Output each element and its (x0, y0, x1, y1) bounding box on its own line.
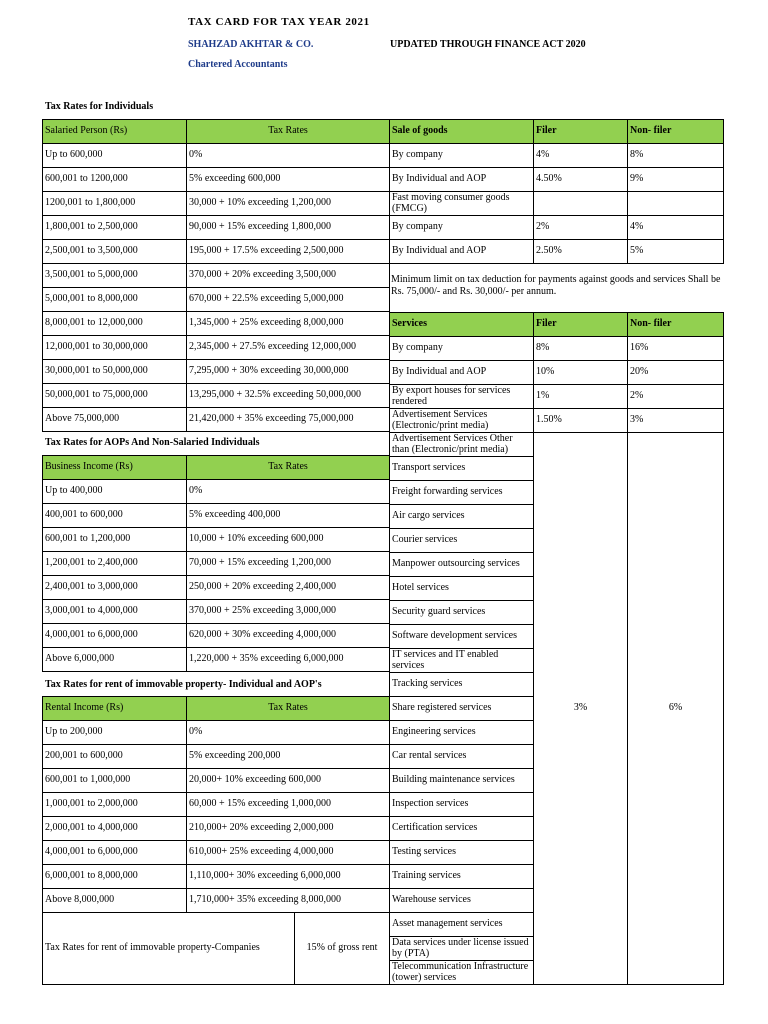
table-row (43, 841, 390, 865)
table-row (43, 336, 390, 360)
table-row (43, 288, 390, 312)
tax-rate: 250,000 + 20% exceeding 2,400,000 (187, 576, 390, 600)
tax-rate: 370,000 + 20% exceeding 3,500,000 (187, 264, 390, 288)
companies-rent-rate: 15% of gross rent (295, 913, 390, 985)
service-name: Car rental services (390, 745, 534, 769)
service-name: Certification services (390, 817, 534, 841)
table-row (43, 360, 390, 384)
income-slab: Above 6,000,000 (43, 648, 187, 672)
tax-rate: 10,000 + 10% exceeding 600,000 (187, 528, 390, 552)
table-row (43, 144, 390, 168)
service-name: Data services under license issued by (PTA) (390, 937, 534, 961)
tax-rate: 21,420,000 + 35% exceeding 75,000,000 (187, 408, 390, 432)
service-name: Tracking services (390, 673, 534, 697)
table-row (390, 168, 724, 192)
table-row (390, 361, 724, 385)
tax-rate: 620,000 + 30% exceeding 4,000,000 (187, 624, 390, 648)
table-row (43, 793, 390, 817)
tax-rate: 1,110,000+ 30% exceeding 6,000,000 (187, 865, 390, 889)
tax-rate: 670,000 + 22.5% exceeding 5,000,000 (187, 288, 390, 312)
table-row (43, 216, 390, 240)
goods-header-filer: Filer (534, 120, 628, 144)
goods-type: By Individual and AOP (390, 168, 534, 192)
table-row (390, 409, 724, 433)
table-row (390, 240, 724, 264)
service-name: Training services (390, 865, 534, 889)
filer-rate (534, 192, 628, 216)
service-name: Hotel services (390, 577, 534, 601)
service-name: Transport services (390, 457, 534, 481)
income-slab: 30,000,001 to 50,000,000 (43, 360, 187, 384)
filer-rate: 1.50% (534, 409, 628, 433)
nonfiler-rate: 8% (628, 144, 724, 168)
services-filer-rate: 3% (534, 433, 628, 985)
table-row (43, 769, 390, 793)
service-name: IT services and IT enabled services (390, 649, 534, 673)
income-slab: 50,000,001 to 75,000,000 (43, 384, 187, 408)
tax-rate: 2,345,000 + 27.5% exceeding 12,000,000 (187, 336, 390, 360)
tax-rate: 610,000+ 25% exceeding 4,000,000 (187, 841, 390, 865)
goods-header-nonfiler: Non- filer (628, 120, 724, 144)
nonfiler-rate: 5% (628, 240, 724, 264)
section-aops-title: Tax Rates for AOPs And Non-Salaried Individuals (45, 437, 260, 448)
updated-note: UPDATED THROUGH FINANCE ACT 2020 (390, 39, 586, 50)
service-name: Building maintenance services (390, 769, 534, 793)
table-row (43, 528, 390, 552)
income-slab: 200,001 to 600,000 (43, 745, 187, 769)
nonfiler-rate: 2% (628, 385, 724, 409)
tax-rate: 5% exceeding 600,000 (187, 168, 390, 192)
income-slab: Up to 400,000 (43, 480, 187, 504)
income-slab: 12,000,001 to 30,000,000 (43, 336, 187, 360)
rental-header-rates: Tax Rates (187, 697, 390, 721)
table-row (43, 889, 390, 913)
individuals-table (42, 119, 390, 432)
tax-rate: 7,295,000 + 30% exceeding 30,000,000 (187, 360, 390, 384)
service-type: By Individual and AOP (390, 361, 534, 385)
services-nonfiler-rate: 6% (628, 433, 724, 985)
filer-rate: 2.50% (534, 240, 628, 264)
service-name: Engineering services (390, 721, 534, 745)
individuals-header-income: Salaried Person (Rs) (43, 120, 187, 144)
tax-rate: 13,295,000 + 32.5% exceeding 50,000,000 (187, 384, 390, 408)
filer-rate: 1% (534, 385, 628, 409)
section-individuals-title: Tax Rates for Individuals (45, 101, 154, 112)
service-name: Air cargo services (390, 505, 534, 529)
table-row (390, 385, 724, 409)
service-name: Advertisement Services Other than (Electronic/print media) (390, 433, 534, 457)
income-slab: Above 8,000,000 (43, 889, 187, 913)
firm-subtitle: Chartered Accountants (188, 59, 288, 70)
goods-type: By company (390, 216, 534, 240)
individuals-header-rates: Tax Rates (187, 120, 390, 144)
income-slab: 3,000,001 to 4,000,000 (43, 600, 187, 624)
filer-rate: 10% (534, 361, 628, 385)
firm-name: SHAHZAD AKHTAR & CO. (188, 39, 314, 50)
service-name: Freight forwarding services (390, 481, 534, 505)
tax-rate: 1,710,000+ 35% exceeding 8,000,000 (187, 889, 390, 913)
tax-rate: 20,000+ 10% exceeding 600,000 (187, 769, 390, 793)
income-slab: Up to 200,000 (43, 721, 187, 745)
tax-rate: 60,000 + 15% exceeding 1,000,000 (187, 793, 390, 817)
document-title: TAX CARD FOR TAX YEAR 2021 (188, 16, 370, 28)
tax-rate: 1,345,000 + 25% exceeding 8,000,000 (187, 312, 390, 336)
goods-header-type: Sale of goods (390, 120, 534, 144)
income-slab: 400,001 to 600,000 (43, 504, 187, 528)
service-name: Courier services (390, 529, 534, 553)
rental-table (42, 696, 390, 985)
income-slab: 2,500,001 to 3,500,000 (43, 240, 187, 264)
tax-rate: 210,000+ 20% exceeding 2,000,000 (187, 817, 390, 841)
service-name: Manpower outsourcing services (390, 553, 534, 577)
service-name: Telecommunication Infrastructure (tower) services (390, 961, 534, 985)
service-type: By company (390, 337, 534, 361)
service-name: Share registered services (390, 697, 534, 721)
income-slab: 1,000,001 to 2,000,000 (43, 793, 187, 817)
services-header-filer: Filer (534, 313, 628, 337)
table-row (43, 408, 390, 432)
tax-rate: 5% exceeding 200,000 (187, 745, 390, 769)
companies-rent-label: Tax Rates for rent of immovable property-Companies (43, 913, 295, 985)
aops-header-rates: Tax Rates (187, 456, 390, 480)
table-row (43, 240, 390, 264)
nonfiler-rate: 16% (628, 337, 724, 361)
services-header-type: Services (390, 313, 534, 337)
income-slab: 4,000,001 to 6,000,000 (43, 841, 187, 865)
tax-rate: 5% exceeding 400,000 (187, 504, 390, 528)
income-slab: 1,800,001 to 2,500,000 (43, 216, 187, 240)
service-type: Advertisement Services (Electronic/print media) (390, 409, 534, 433)
table-row (43, 168, 390, 192)
nonfiler-rate: 20% (628, 361, 724, 385)
tax-rate: 0% (187, 144, 390, 168)
section-rental-title: Tax Rates for rent of immovable property- Individual and AOP's (45, 679, 322, 690)
tax-rate: 0% (187, 721, 390, 745)
filer-rate: 4% (534, 144, 628, 168)
goods-table (389, 119, 724, 264)
minimum-limit-note: Minimum limit on tax deduction for payments against goods and services Shall be Rs. 75,000/- and Rs. 30,000/- per annum. (391, 274, 721, 297)
service-name: Testing services (390, 841, 534, 865)
table-row (43, 480, 390, 504)
tax-rate: 195,000 + 17.5% exceeding 2,500,000 (187, 240, 390, 264)
income-slab: 600,001 to 1,200,000 (43, 528, 187, 552)
filer-rate: 4.50% (534, 168, 628, 192)
table-row (43, 648, 390, 672)
service-name: Security guard services (390, 601, 534, 625)
table-row (43, 576, 390, 600)
table-row (43, 865, 390, 889)
tax-rate: 90,000 + 15% exceeding 1,800,000 (187, 216, 390, 240)
table-row (43, 384, 390, 408)
income-slab: 600,001 to 1,000,000 (43, 769, 187, 793)
income-slab: 600,001 to 1200,000 (43, 168, 187, 192)
services-header-nonfiler: Non- filer (628, 313, 724, 337)
goods-type: By Individual and AOP (390, 240, 534, 264)
companies-rent-row (43, 913, 390, 985)
goods-type: Fast moving consumer goods (FMCG) (390, 192, 534, 216)
income-slab: 1200,001 to 1,800,000 (43, 192, 187, 216)
table-row (43, 264, 390, 288)
services-table (389, 312, 724, 985)
table-row (43, 721, 390, 745)
nonfiler-rate: 3% (628, 409, 724, 433)
income-slab: Up to 600,000 (43, 144, 187, 168)
goods-type: By company (390, 144, 534, 168)
tax-rate: 1,220,000 + 35% exceeding 6,000,000 (187, 648, 390, 672)
table-row (390, 216, 724, 240)
filer-rate: 2% (534, 216, 628, 240)
rental-header-income: Rental Income (Rs) (43, 697, 187, 721)
table-row (390, 192, 724, 216)
income-slab: 3,500,001 to 5,000,000 (43, 264, 187, 288)
filer-rate: 8% (534, 337, 628, 361)
table-row (390, 337, 724, 361)
income-slab: Above 75,000,000 (43, 408, 187, 432)
income-slab: 2,400,001 to 3,000,000 (43, 576, 187, 600)
service-name: Software development services (390, 625, 534, 649)
income-slab: 4,000,001 to 6,000,000 (43, 624, 187, 648)
service-name: Warehouse services (390, 889, 534, 913)
income-slab: 2,000,001 to 4,000,000 (43, 817, 187, 841)
income-slab: 1,200,001 to 2,400,000 (43, 552, 187, 576)
list-item (390, 433, 724, 457)
table-row (43, 192, 390, 216)
income-slab: 5,000,001 to 8,000,000 (43, 288, 187, 312)
nonfiler-rate (628, 192, 724, 216)
service-type: By export houses for services rendered (390, 385, 534, 409)
income-slab: 6,000,001 to 8,000,000 (43, 865, 187, 889)
table-row (390, 144, 724, 168)
tax-rate: 30,000 + 10% exceeding 1,200,000 (187, 192, 390, 216)
aops-header-income: Business Income (Rs) (43, 456, 187, 480)
tax-rate: 70,000 + 15% exceeding 1,200,000 (187, 552, 390, 576)
tax-rate: 0% (187, 480, 390, 504)
table-row (43, 600, 390, 624)
nonfiler-rate: 4% (628, 216, 724, 240)
table-row (43, 817, 390, 841)
income-slab: 8,000,001 to 12,000,000 (43, 312, 187, 336)
service-name: Asset management services (390, 913, 534, 937)
service-name: Inspection services (390, 793, 534, 817)
table-row (43, 504, 390, 528)
table-row (43, 552, 390, 576)
tax-rate: 370,000 + 25% exceeding 3,000,000 (187, 600, 390, 624)
table-row (43, 312, 390, 336)
nonfiler-rate: 9% (628, 168, 724, 192)
table-row (43, 624, 390, 648)
aops-table (42, 455, 390, 672)
table-row (43, 745, 390, 769)
